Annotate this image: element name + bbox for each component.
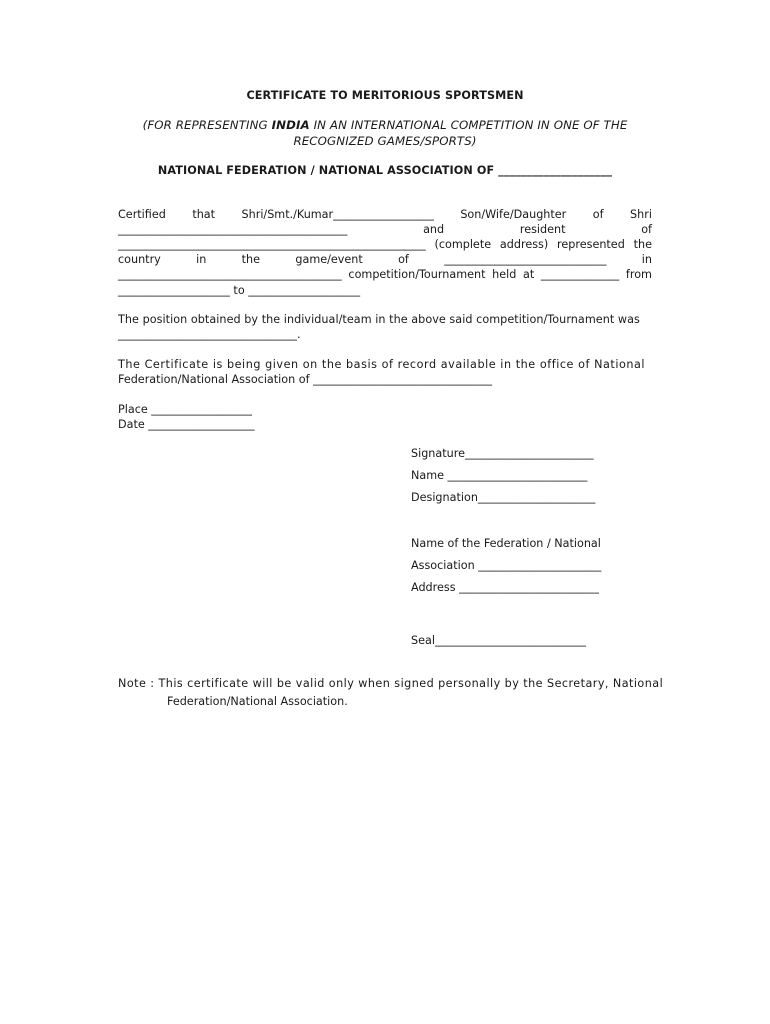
- certify-word: country: [118, 253, 161, 266]
- certify-word: _________________________________________: [118, 223, 348, 236]
- note-line-1: [118, 677, 664, 690]
- certify-word: _____________________________: [444, 253, 607, 266]
- certify-line-5: [118, 268, 652, 281]
- note-line-2: Federation/National Association.: [167, 695, 348, 708]
- name-field: Name _________________________: [411, 469, 588, 482]
- certify-word: of: [641, 223, 652, 236]
- certify-word: _______________________________________________________: [118, 238, 426, 251]
- association-field: Association ______________________: [411, 559, 602, 572]
- federation-name-label: Name of the Federation / National: [411, 537, 601, 550]
- certify-word: that: [192, 208, 216, 221]
- subtitle-prefix: (FOR REPRESENTING: [142, 118, 272, 132]
- date-field: Date ___________________: [118, 418, 255, 431]
- certify-word: held: [492, 268, 517, 281]
- certify-word: resident: [519, 223, 566, 236]
- subtitle-country: INDIA: [271, 118, 310, 132]
- document-subtitle: [110, 117, 660, 149]
- signature-field: Signature_______________________: [411, 447, 594, 460]
- address-field: Address _________________________: [411, 581, 599, 594]
- certify-line-3: [118, 238, 652, 251]
- note-text: Note : This certificate will be valid only when signed personally by the Secretary, National: [118, 677, 664, 690]
- position-line-1: The position obtained by the individual/team in the above said competition/Tournament was: [118, 313, 640, 326]
- certify-word: of: [398, 253, 409, 266]
- certify-word: in: [196, 253, 207, 266]
- certify-line-1: [118, 208, 652, 221]
- certify-word: address): [499, 238, 549, 251]
- certify-word: Shri: [630, 208, 652, 221]
- certify-word: ________________________________________: [118, 268, 342, 281]
- subtitle-suffix: IN AN INTERNATIONAL COMPETITION IN ONE OF THE RECOGNIZED GAMES/SPORTS): [293, 118, 628, 148]
- certify-word: competition/Tournament: [348, 268, 486, 281]
- certify-word: Shri/Smt./Kumar__________________: [241, 208, 434, 221]
- certify-word: ______________: [540, 268, 620, 281]
- document-title: CERTIFICATE TO MERITORIOUS SPORTSMEN: [246, 89, 524, 102]
- certify-word: of: [592, 208, 604, 221]
- certify-line-4: [118, 253, 652, 266]
- certify-word: at: [523, 268, 535, 281]
- certify-word: in: [641, 253, 652, 266]
- federation-heading: NATIONAL FEDERATION / NATIONAL ASSOCIATION OF ____________________: [157, 164, 613, 177]
- certify-word: the: [241, 253, 261, 266]
- certify-word: (complete: [434, 238, 492, 251]
- certify-word: and: [423, 223, 445, 236]
- certify-word: the: [633, 238, 652, 251]
- seal-field: Seal___________________________: [411, 634, 586, 647]
- certify-word: represented: [557, 238, 625, 251]
- certify-word: Son/Wife/Daughter: [460, 208, 567, 221]
- basis-line-2: Federation/National Association of ________________________________: [118, 373, 493, 386]
- position-line-2: ________________________________.: [118, 328, 301, 341]
- certify-line-6: ____________________ to ____________________: [118, 284, 361, 297]
- certify-word: from: [625, 268, 652, 281]
- basis-text: The Certificate is being given on the basis of record available in the office of National: [118, 358, 646, 371]
- certify-line-2: [118, 223, 652, 236]
- certify-word: game/event: [295, 253, 363, 266]
- certify-word: Certified: [118, 208, 166, 221]
- basis-line-1: [118, 358, 652, 371]
- place-field: Place __________________: [118, 403, 252, 416]
- designation-field: Designation_____________________: [411, 491, 596, 504]
